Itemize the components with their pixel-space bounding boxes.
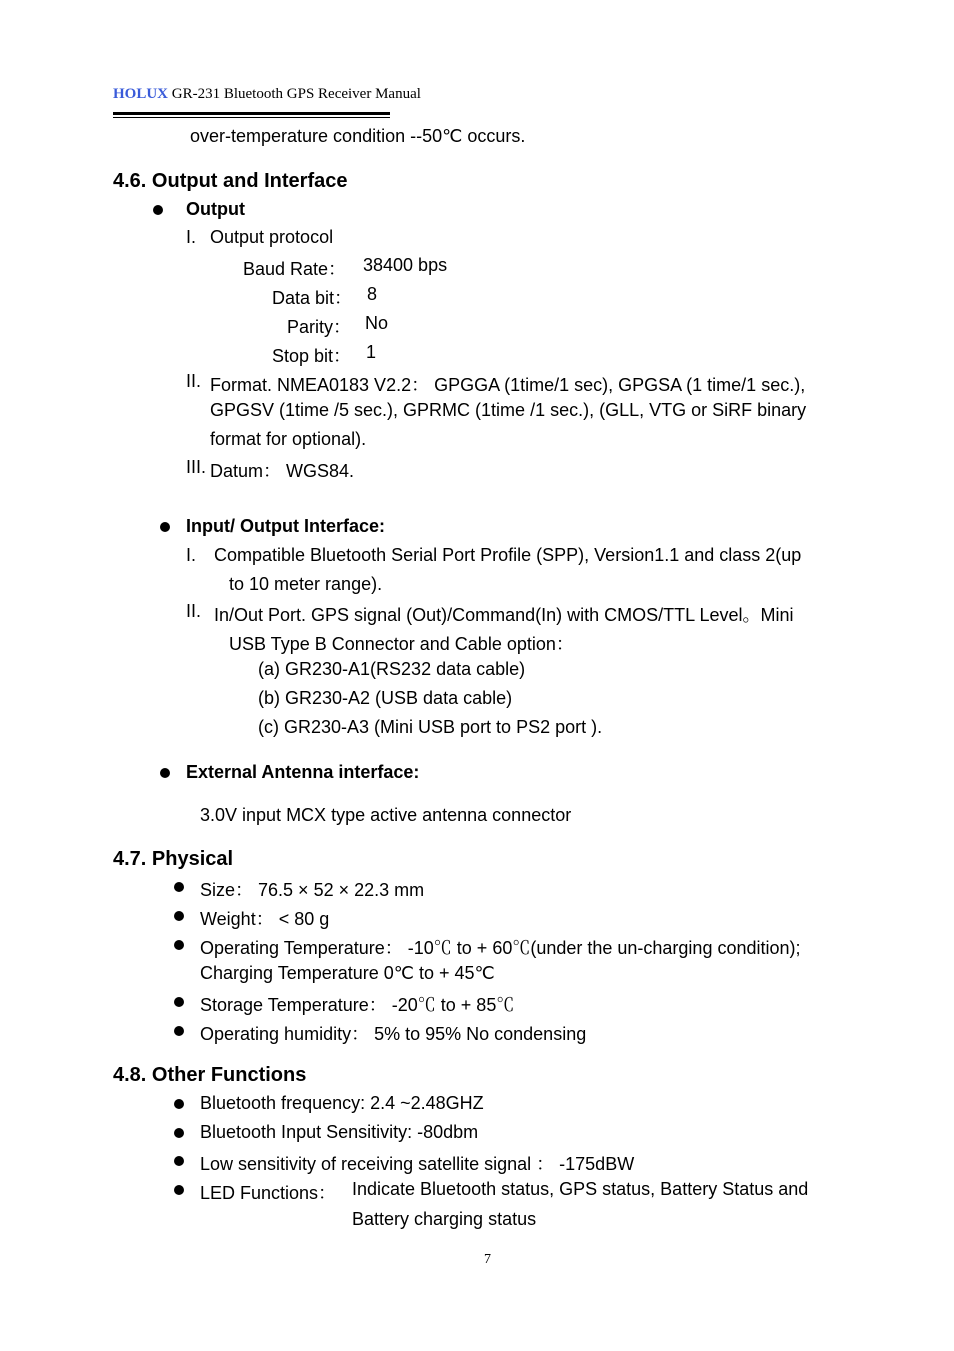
led-functions-line-1: Indicate Bluetooth status, GPS status, Battery Status and bbox=[352, 1179, 809, 1199]
manual-title: GR-231 Bluetooth GPS Receiver Manual bbox=[171, 86, 421, 102]
list-number: III. bbox=[186, 457, 207, 477]
bullet-icon bbox=[174, 1156, 184, 1166]
list-number: I. bbox=[186, 227, 197, 247]
intro-line: over-temperature condition --50℃ occurs. bbox=[190, 126, 526, 146]
data-bit-label: Data bit： bbox=[272, 288, 353, 308]
list-number: I. bbox=[186, 545, 197, 565]
cable-option-c: (c) GR230-A3 (Mini USB port to PS2 port ). bbox=[258, 717, 603, 737]
led-functions-label: LED Functions： bbox=[200, 1183, 337, 1203]
stop-bit-value: 1 bbox=[366, 342, 377, 362]
output-protocol: Output protocol bbox=[210, 227, 334, 247]
baud-rate-label: Baud Rate： bbox=[243, 259, 347, 279]
operating-temperature-line-1: Operating Temperature： -10℃ to + 60℃(under the un-charging condition); bbox=[200, 938, 801, 958]
section-heading-4-7: 4.7. Physical bbox=[113, 848, 234, 870]
data-bit-value: 8 bbox=[367, 284, 378, 304]
spp-line-2: to 10 meter range). bbox=[229, 574, 383, 594]
parity-label: Parity： bbox=[287, 317, 352, 337]
format-line-2: GPGSV (1time /5 sec.), GPRMC (1time /1 sec.), (GLL, VTG or SiRF binary bbox=[210, 400, 807, 420]
format-line-1: Format. NMEA0183 V2.2： GPGGA (1time/1 sec), GPGSA (1 time/1 sec.), bbox=[210, 375, 806, 395]
port-line-1: In/Out Port. GPS signal (Out)/Command(In) with CMOS/TTL Level。Mini bbox=[214, 605, 794, 625]
parity-value: No bbox=[365, 313, 389, 333]
section-heading-4-6: 4.6. Output and Interface bbox=[113, 170, 348, 192]
bluetooth-sensitivity-line: Bluetooth Input Sensitivity: -80dbm bbox=[200, 1122, 479, 1142]
antenna-text: 3.0V input MCX type active antenna connector bbox=[200, 805, 572, 825]
bluetooth-frequency-line: Bluetooth frequency: 2.4 ~2.48GHZ bbox=[200, 1093, 484, 1113]
storage-temperature-line: Storage Temperature： -20℃ to + 85℃ bbox=[200, 995, 515, 1015]
bullet-icon bbox=[174, 1026, 184, 1036]
list-number: II. bbox=[186, 601, 202, 621]
section-heading-4-8: 4.8. Other Functions bbox=[113, 1064, 307, 1086]
operating-temperature-line-2: Charging Temperature 0℃ to + 45℃ bbox=[200, 963, 495, 983]
bullet-icon bbox=[174, 1128, 184, 1138]
page-number: 7 bbox=[484, 1252, 491, 1267]
satellite-sensitivity-line: Low sensitivity of receiving satellite signal ： -175dBW bbox=[200, 1154, 635, 1174]
bullet-icon bbox=[174, 911, 184, 921]
format-line-3: format for optional). bbox=[210, 429, 367, 449]
bullet-icon bbox=[174, 882, 184, 892]
bullet-icon bbox=[174, 1099, 184, 1109]
weight-line: Weight： < 80 g bbox=[200, 909, 330, 929]
bullet-icon bbox=[160, 522, 170, 532]
bullet-icon bbox=[160, 768, 170, 778]
humidity-line: Operating humidity： 5% to 95% No condensing bbox=[200, 1024, 587, 1044]
output-label: Output bbox=[186, 199, 245, 219]
size-line: Size： 76.5 × 52 × 22.3 mm bbox=[200, 880, 425, 900]
header-rule-thin bbox=[113, 117, 390, 118]
bullet-icon bbox=[174, 940, 184, 950]
brand-name: HOLUX bbox=[113, 86, 169, 102]
page-header bbox=[113, 86, 421, 103]
cable-option-b: (b) GR230-A2 (USB data cable) bbox=[258, 688, 513, 708]
datum-line: Datum： WGS84. bbox=[210, 461, 355, 481]
spp-line-1: Compatible Bluetooth Serial Port Profile (SPP), Version1.1 and class 2(up bbox=[214, 545, 802, 565]
bullet-icon bbox=[174, 997, 184, 1007]
baud-rate-value: 38400 bps bbox=[363, 255, 448, 275]
antenna-label: External Antenna interface: bbox=[186, 762, 420, 782]
cable-option-a: (a) GR230-A1(RS232 data cable) bbox=[258, 659, 526, 679]
port-line-2: USB Type B Connector and Cable option： bbox=[229, 634, 574, 654]
io-interface-label: Input/ Output Interface: bbox=[186, 516, 385, 536]
header-rule-thick bbox=[113, 112, 390, 115]
bullet-icon bbox=[174, 1185, 184, 1195]
bullet-icon bbox=[153, 205, 163, 215]
led-functions-line-2: Battery charging status bbox=[352, 1209, 537, 1229]
list-number: II. bbox=[186, 371, 202, 391]
stop-bit-label: Stop bit： bbox=[272, 346, 352, 366]
